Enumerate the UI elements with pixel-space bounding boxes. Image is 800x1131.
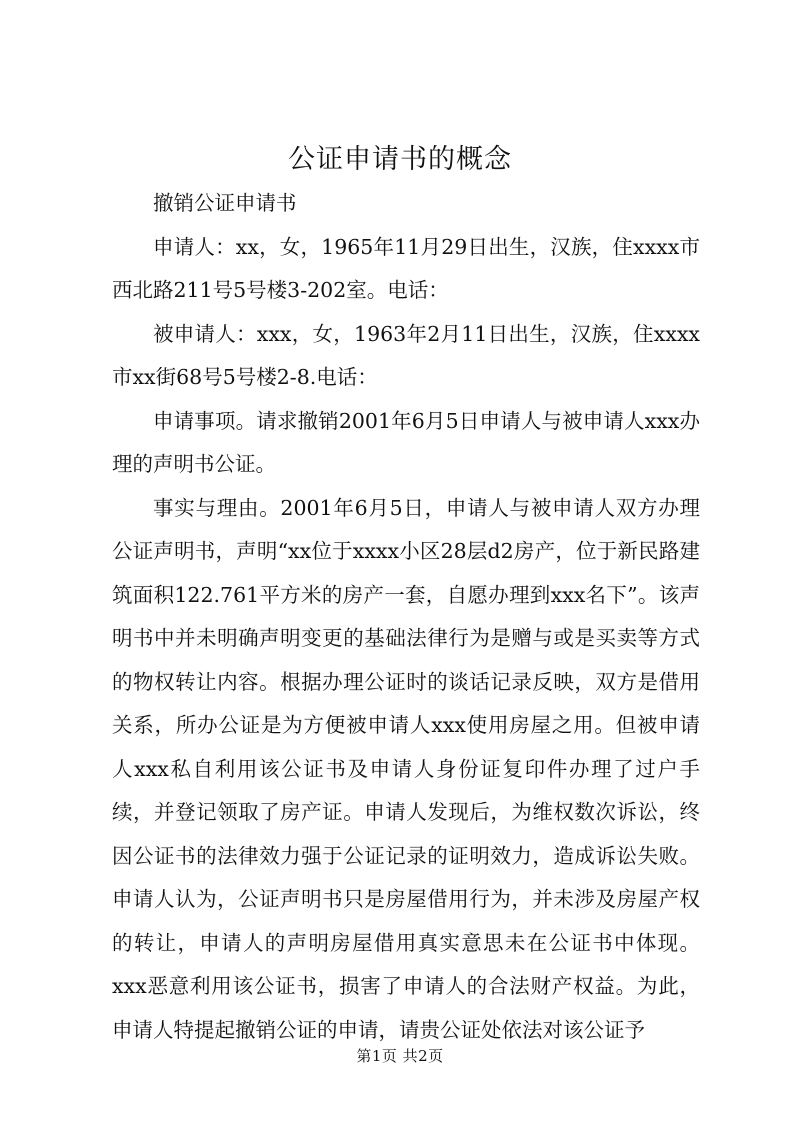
paragraph-request: 申请事项。请求撤销2001年6月5日申请人与被申请人xxx办理的声明书公证。 <box>112 408 700 476</box>
document-body <box>112 182 700 1052</box>
paragraph-heading: 撤销公证申请书 <box>153 191 297 215</box>
paragraph-facts-and-reasons: 事实与理由。2001年6月5日，申请人与被申请人双方办理公证声明书，声明“xx位于xxxx小区28层d2房产，位于新民路建筑面积122.761平方米的房产一套，自愿办理到xxx名下”。该声明书中并未明确声明变更的基础法律行为是赠与或是买卖等方式的物权转让内容。根据办理公证时的谈话记录反映，双方是借用关系，所办公证是为方便被申请人xxx使用房屋之用。但被申请人xxx私自利用该公证书及申请人身份证复印件办理了过户手续，并登记领取了房产证。申请人发现后，为维权数次诉讼，终因公证书的法律效力强于公证记录的证明效力，造成诉讼失败。申请人认为，公证声明书只是房屋借用行为，并未涉及房屋产权的转让，申请人的声明房屋借用真实意思未在公证书中体现。xxx恶意利用该公证书，损害了申请人的合法财产权益。为此，申请人特提起撤销公证的申请，请贵公证处依法对该公证予 <box>112 495 700 1042</box>
paragraph-applicant: 申请人：xx，女，1965年11月29日出生，汉族，住xxxx市西北路211号5号楼3-202室。电话： <box>112 234 700 302</box>
page-title: 公证申请书的概念 <box>288 144 512 175</box>
page-footer: 第1页 共2页 <box>356 1047 444 1065</box>
paragraph-respondent: 被申请人：xxx，女，1963年2月11日出生，汉族，住xxxx市xx街68号5号楼2-8.电话： <box>112 321 700 389</box>
